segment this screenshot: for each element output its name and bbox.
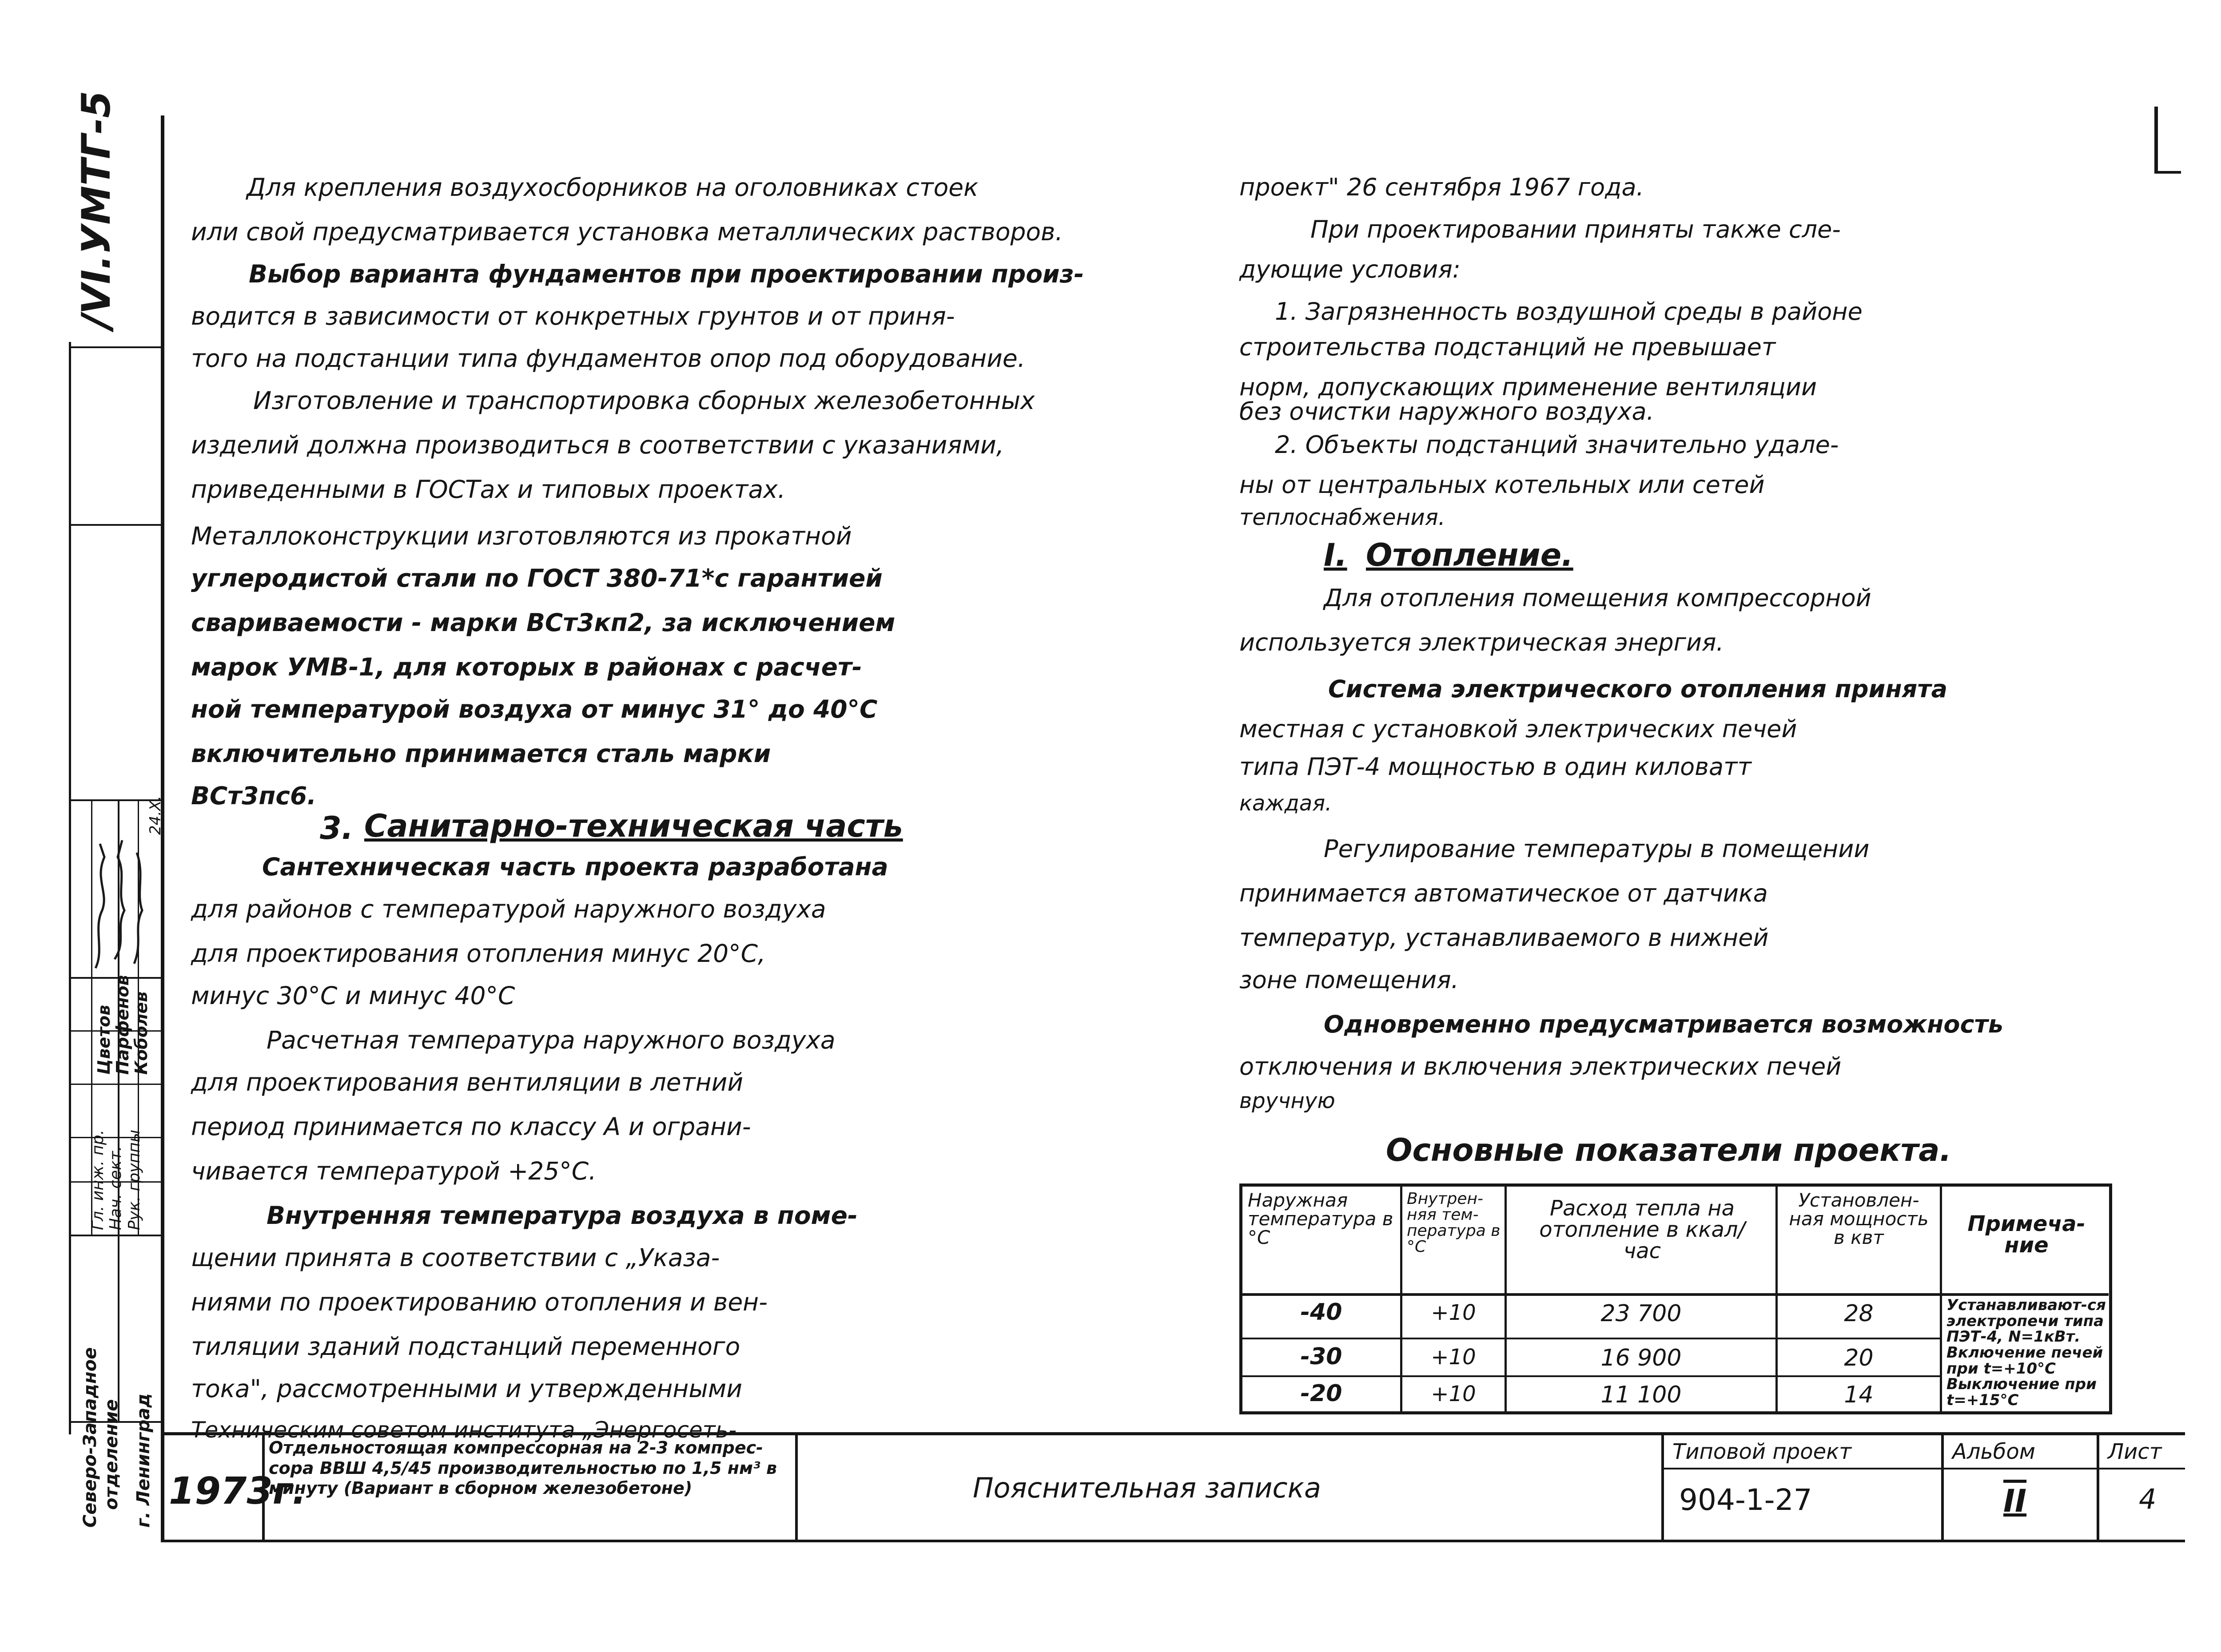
section-heating-title: Отопление.	[1366, 537, 1573, 573]
right-text-line: температур, устанавливаемого в нижней	[1239, 924, 1769, 952]
stamp-name-3: Коболев	[131, 991, 151, 1075]
table-cell: 11 100	[1600, 1382, 1682, 1408]
table-title: Основные показатели проекта.	[1386, 1132, 1952, 1168]
parameters-table	[1239, 1183, 2112, 1414]
left-text-line: для районов с температурой наружного воздуха	[191, 895, 826, 923]
org-line-2: отделение	[101, 1399, 122, 1510]
left-text-line: чивается температурой +25°С.	[191, 1157, 597, 1185]
stamp-row-line	[69, 346, 162, 348]
title-block-sep	[795, 1432, 798, 1542]
table-cell: +10	[1431, 1382, 1476, 1406]
right-text-line: Регулирование температуры в помещении	[1324, 835, 1870, 863]
left-text-line: для проектирования вентиляции в летний	[191, 1068, 744, 1096]
table-cell: +10	[1431, 1300, 1476, 1325]
stamp-role-1: Гл. инж. пр.	[89, 1129, 107, 1230]
left-text-line: водится в зависимости от конкретных грунтов и от приня-	[191, 302, 955, 330]
stamp-row-line	[69, 524, 162, 526]
left-text-line: свариваемости - марки ВСт3кп2, за исключением	[191, 608, 896, 637]
left-text-line: приведенными в ГОСТах и типовых проектах.	[191, 475, 786, 504]
left-text-line: Внутренняя температура воздуха в поме-	[267, 1201, 858, 1230]
left-text-line: включительно принимается сталь марки	[191, 739, 771, 768]
table-cell: -40	[1300, 1299, 1342, 1326]
right-text-line: Одновременно предусматривается возможность	[1324, 1010, 2003, 1038]
right-text-line: Система электрического отопления принята	[1328, 675, 1948, 703]
right-text-line: При проектировании приняты также сле-	[1310, 215, 1841, 243]
sheet-value: 4	[2139, 1483, 2157, 1515]
sheet-label: Лист	[2108, 1439, 2162, 1464]
table-row-line	[1242, 1338, 1940, 1339]
table-col-line	[1505, 1187, 1507, 1413]
stamp-row-line	[69, 1235, 162, 1236]
right-text-line: 2. Объекты подстанций значительно удале-	[1275, 431, 1839, 459]
corner-mark: L	[2132, 111, 2135, 115]
left-text-line: Металлоконструкции изготовляются из прокатной	[191, 522, 852, 550]
left-text-line: углеродистой стали по ГОСТ 380-71*с гарантией	[191, 564, 883, 592]
right-text-line: строительства подстанций не превышает	[1239, 333, 1776, 361]
left-text-line: изделий должна производиться в соответствии с указаниями,	[191, 431, 1004, 459]
left-text-line: период принимается по классу А и ограни-	[191, 1112, 751, 1141]
project-label: Типовой проект	[1672, 1439, 1852, 1464]
stamp-sig-row	[69, 1084, 162, 1085]
signature-1	[91, 839, 109, 973]
right-text-line: принимается автоматическое от датчика	[1239, 879, 1768, 907]
stamp-column-edge	[69, 342, 71, 1434]
signature-2	[111, 835, 129, 968]
left-text-line: минус 30°С и минус 40°С	[191, 981, 515, 1010]
right-text-line: местная с установкой электрических печей	[1239, 715, 1797, 743]
right-text-line: 1. Загрязненность воздушной среды в районе	[1275, 298, 1863, 326]
table-cell: +10	[1431, 1345, 1476, 1370]
frame-line-right	[2154, 107, 2158, 173]
stamp-name-1: Цветов	[94, 1005, 114, 1075]
frame-line-right-tick	[2154, 171, 2181, 174]
right-text-line: теплоснабжения.	[1239, 504, 1445, 530]
table-col-line	[1775, 1187, 1778, 1413]
right-text-line: проект" 26 сентября 1967 года.	[1239, 173, 1644, 201]
right-text-line: Для отопления помещения компрессорной	[1324, 584, 1871, 612]
left-text-line: ниями по проектированию отопления и вен-	[191, 1288, 768, 1316]
left-text-line: тиляции зданий подстанций переменного	[191, 1332, 740, 1361]
object-description: Отдельностоящая компрессорная на 2-3 компрес-сора ВВШ 4,5/45 производительностью по 1,5 нм³ в минуту (Вариант в сборном железобетоне)	[269, 1438, 777, 1498]
title-block-sep	[1941, 1432, 1944, 1542]
left-text-line: щении принята в соответствии с „Указа-	[191, 1243, 720, 1272]
stamp-date: 24.Х.	[147, 795, 164, 835]
table-cell: 14	[1844, 1382, 1874, 1408]
year: 1973г.	[169, 1469, 306, 1513]
signature-3	[130, 844, 147, 968]
stamp-sig-row	[69, 1137, 162, 1138]
right-text-line: отключения и включения электрических печей	[1239, 1052, 1842, 1080]
section-heating-number: I.	[1324, 537, 1347, 573]
left-text-line: для проектирования отопления минус 20°С,	[191, 939, 766, 968]
left-text-line: Сантехническая часть проекта разработана	[262, 853, 888, 881]
right-text-line: вручную	[1239, 1088, 1335, 1113]
table-cell: -20	[1300, 1380, 1342, 1407]
org-city: г. Ленинград	[133, 1393, 154, 1528]
album-label: Альбом	[1952, 1439, 2035, 1464]
right-text-line: дующие условия:	[1239, 255, 1461, 283]
project-number: 904-1-27	[1679, 1483, 1812, 1517]
left-text-line: или свой предусматривается установка металлических растворов.	[191, 218, 1063, 246]
right-text-line: без очистки наружного воздуха.	[1239, 397, 1654, 425]
left-text-line: марок УМВ-1, для которых в районах с расчет-	[191, 653, 862, 681]
table-header-cell: Установлен-ная мощность в квт	[1789, 1189, 1929, 1248]
table-header-cell: Наружная температура в °С	[1248, 1189, 1393, 1248]
table-row-line	[1242, 1375, 1940, 1377]
right-text-line: используется электрическая энергия.	[1239, 628, 1724, 656]
title-block-bottom	[161, 1540, 2185, 1542]
right-text-line: ны от центральных котельных или сетей	[1239, 471, 1765, 499]
left-text-line: Для крепления воздухосборников на оголовниках стоек	[247, 173, 979, 202]
left-text-line: Техническим советом института „Энергосеть-	[191, 1417, 737, 1443]
org-line-1: Северо-Западное	[80, 1347, 100, 1528]
table-header-cell: Внутрен-няя тем-пература в °С	[1407, 1190, 1501, 1256]
title-block-sep	[1661, 1432, 1664, 1542]
table-note: Устанавливают-ся электропечи типа ПЭТ-4, N=1кВт. Включение печей при t=+10°С Выключение при t=+15°С	[1946, 1296, 2106, 1410]
table-cell: 20	[1844, 1345, 1874, 1371]
table-col-line	[1940, 1187, 1942, 1413]
title-block-row	[1661, 1468, 2185, 1469]
stamp-role-2: Нач. сект.	[107, 1146, 125, 1230]
table-cell: 16 900	[1600, 1345, 1682, 1371]
left-text-line: Изготовление и транспортировка сборных железобетонных	[253, 386, 1035, 415]
stamp-name-2: Парфенов	[113, 975, 132, 1075]
table-header-cell: Расход тепла на отопление в ккал/час	[1539, 1196, 1745, 1263]
left-text-line: ВСт3пс6.	[191, 782, 317, 810]
right-text-line: каждая.	[1239, 791, 1332, 816]
table-cell: -30	[1300, 1343, 1342, 1370]
table-header-line	[1242, 1293, 2109, 1296]
table-header-cell: Примеча-ние	[1967, 1211, 2086, 1258]
left-text-line: Расчетная температура наружного воздуха	[267, 1026, 836, 1054]
document-title: Пояснительная записка	[973, 1472, 1321, 1504]
right-text-line: зоне помещения.	[1239, 966, 1459, 994]
sheet-code: /VI.УМТГ-5	[73, 91, 119, 329]
right-text-line: норм, допускающих применение вентиляции	[1239, 373, 1817, 401]
left-text-line: Выбор варианта фундаментов при проектировании произ-	[249, 260, 1084, 288]
left-text-line: того на подстанции типа фундаментов опор под оборудование.	[191, 344, 1026, 373]
album-value: II	[2003, 1483, 2027, 1519]
title-block-sep	[2097, 1432, 2099, 1542]
left-text-line: ной температурой воздуха от минус 31° до 40°С	[191, 695, 878, 723]
table-cell: 23 700	[1600, 1300, 1682, 1327]
section-3-number: 3.	[320, 810, 354, 846]
left-text-line: тока", рассмотренными и утвержденными	[191, 1374, 742, 1403]
right-text-line: типа ПЭТ-4 мощностью в один киловатт	[1239, 753, 1752, 781]
section-3-title: Санитарно-техническая часть	[364, 808, 903, 844]
table-cell: 28	[1844, 1300, 1874, 1327]
stamp-role-3: Рук. группы	[125, 1129, 143, 1230]
table-col-line	[1400, 1187, 1402, 1413]
